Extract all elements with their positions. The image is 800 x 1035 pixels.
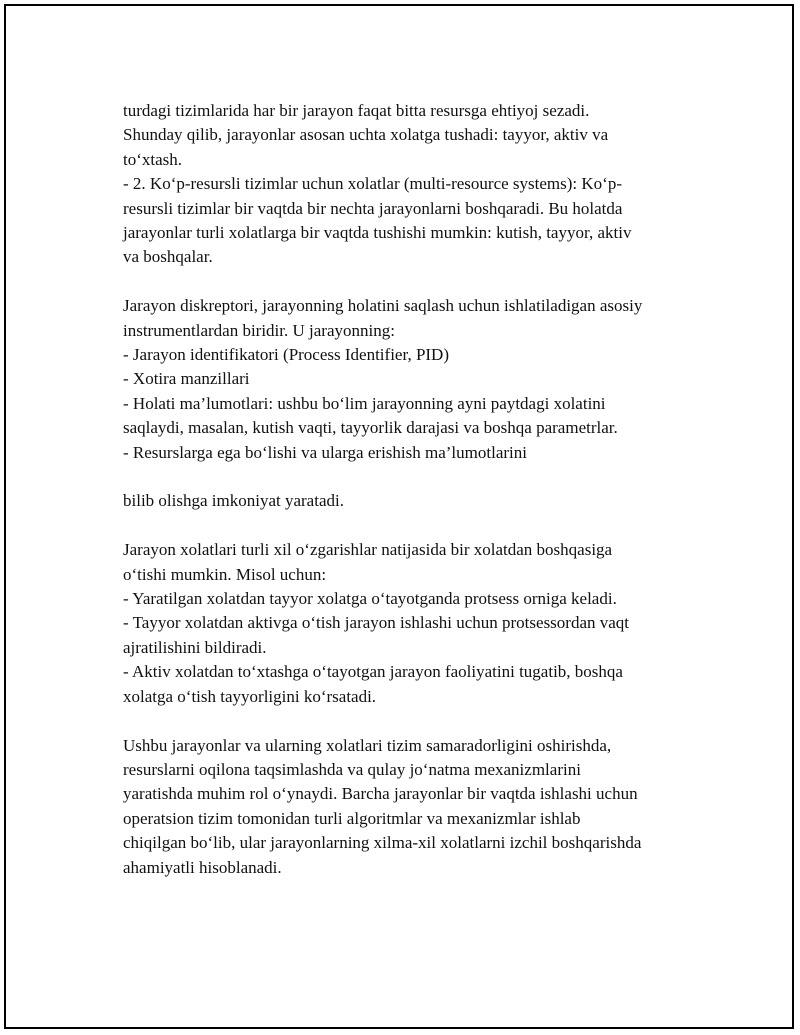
text-line: - Holati ma’lumotlari: ushbu bo‘lim jarayonning ayni paytdagi xolatini (123, 393, 606, 413)
text-line: ahamiyatli hisoblanadi. (123, 857, 282, 877)
text-line: resurslarni oqilona taqsimlashda va qulay jo‘natma mexanizmlarini (123, 759, 581, 779)
text-line: resursli tizimlar bir vaqtda bir nechta jarayonlarni boshqaradi. Bu holatda (123, 198, 623, 218)
page-frame (4, 4, 794, 1029)
text-line: Shunday qilib, jarayonlar asosan uchta xolatga tushadi: tayyor, aktiv va (123, 125, 609, 145)
text-line: chiqilgan bo‘lib, ular jarayonlarning xilma-xil xolatlarni izchil boshqarishda (123, 833, 642, 853)
paragraph-gap (123, 709, 693, 733)
paragraph-gap (123, 270, 693, 294)
text-line: Jarayon diskreptori, jarayonning holatini saqlash uchun ishlatiladigan asosiy (123, 296, 643, 316)
text-line: - Aktiv xolatdan to‘xtashga o‘tayotgan jarayon faoliyatini tugatib, boshqa (123, 662, 623, 682)
document-body (123, 99, 693, 880)
text-line: saqlaydi, masalan, kutish vaqti, tayyorlik darajasi va boshqa parametrlar. (123, 418, 618, 438)
paragraph-gap (123, 514, 693, 538)
paragraph-summary (123, 734, 693, 880)
text-line: operatsion tizim tomonidan turli algoritmlar va mexanizmlar ishlab (123, 808, 581, 828)
text-line: bilib olishga imkoniyat yaratadi. (123, 491, 344, 511)
text-line: - 2. Ko‘p-resursli tizimlar uchun xolatlar (multi-resource systems): Ko‘p- (123, 174, 623, 194)
text-line: Ushbu jarayonlar va ularning xolatlari tizim samaradorligini oshirishda, (123, 735, 612, 755)
text-line: - Yaratilgan xolatdan tayyor xolatga o‘tayotganda protsess orniga keladi. (123, 589, 617, 609)
paragraph-gap (123, 465, 693, 489)
paragraph-state-transitions (123, 538, 693, 709)
text-line: - Tayyor xolatdan aktivga o‘tish jarayon ishlashi uchun protsessordan vaqt (123, 613, 630, 633)
text-line: instrumentlardan biridir. U jarayonning: (123, 320, 395, 340)
paragraph-process-descriptor (123, 294, 693, 465)
text-line: - Xotira manzillari (123, 369, 250, 389)
text-line: turdagi tizimlarida har bir jarayon faqat bitta resursga ehtiyoj sezadi. (123, 101, 590, 120)
text-line: yaratishda muhim rol o‘ynaydi. Barcha jarayonlar bir vaqtda ishlashi uchun (123, 784, 638, 804)
text-line: ajratilishini bildiradi. (123, 637, 267, 657)
text-line: xolatga o‘tish tayyorligini ko‘rsatadi. (123, 686, 377, 706)
paragraph-process-states (123, 99, 693, 270)
paragraph-descriptor-conclusion (123, 489, 693, 513)
text-line: to‘xtash. (123, 149, 183, 169)
text-line: Jarayon xolatlari turli xil o‘zgarishlar natijasida bir xolatdan boshqasiga (123, 540, 613, 560)
text-line: - Jarayon identifikatori (Process Identifier, PID) (123, 345, 449, 365)
text-line: - Resurslarga ega bo‘lishi va ularga erishish ma’lumotlarini (123, 442, 527, 462)
text-line: jarayonlar turli xolatlarga bir vaqtda tushishi mumkin: kutish, tayyor, aktiv (123, 223, 632, 243)
text-line: o‘tishi mumkin. Misol uchun: (123, 564, 327, 584)
text-line: va boshqalar. (123, 247, 213, 267)
